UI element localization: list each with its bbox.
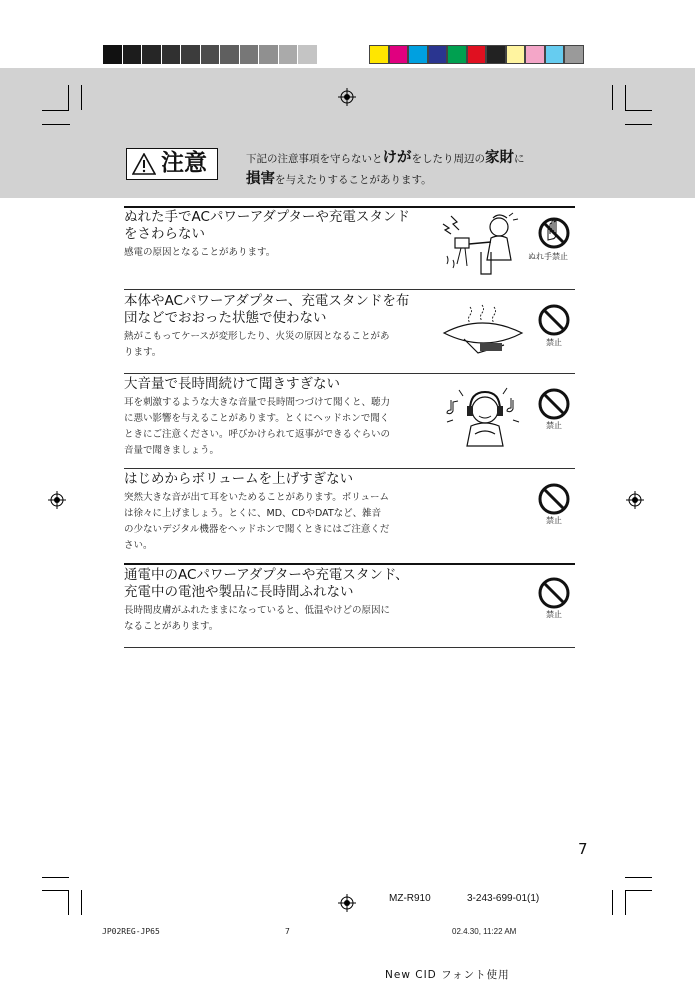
timestamp: 02.4.30, 11:22 AM [452,927,517,936]
section-body [124,490,424,554]
prohibition-label: ぬれ手禁止 [528,252,568,261]
registration-mark-icon [626,491,644,509]
crop-mark [612,85,613,110]
grayscale-calibration-strip [103,45,337,64]
crop-mark [68,85,69,110]
crop-mark [42,110,69,111]
color-swatch [467,45,487,64]
body-line: 耳を刺激するような大きな音量で長時間つづけて聞くと、聴力 [124,397,391,408]
gray-swatch [259,45,279,64]
intro-text: をしたり周辺の [411,153,485,165]
section-title: をさわらない [124,226,205,242]
section-title: ぬれた手でACパワーアダプターや充電スタンド [124,209,410,225]
gray-swatch [318,45,338,64]
section-body [124,395,424,459]
section-divider [124,468,575,469]
gray-swatch [162,45,182,64]
body-line: 長時間皮膚がふれたままになっていると、低温やけどの原因に [124,605,391,616]
gray-swatch [181,45,201,64]
gray-swatch [220,45,240,64]
color-swatch [428,45,448,64]
crop-mark [612,890,613,915]
color-swatch [506,45,526,64]
crop-mark [625,124,652,125]
color-swatch [369,45,389,64]
body-line: に悪い影響を与えることがあります。とくにヘッドホンで聞く [124,413,390,424]
gray-swatch [123,45,143,64]
model-name: MZ-R910 [389,893,431,904]
color-swatch [447,45,467,64]
section-divider [124,206,575,208]
body-line: なることがあります。 [124,621,219,632]
body-line: は徐々に上げましょう。とくに、MD、CDやDATなど、雑音 [124,508,382,519]
prohibition-label: 禁止 [546,610,562,619]
section-body: 感電の原因となることがあります。 [124,247,276,258]
crop-mark [81,890,82,915]
crop-mark [625,890,652,891]
caution-intro-line1 [246,146,525,167]
intro-text: を与えたりすることがあります。 [275,174,432,186]
color-swatch [389,45,409,64]
color-swatch [525,45,545,64]
wet-hands-illustration-icon [441,210,521,282]
body-line: の少ないデジタル機器をヘッドホンで聞くときにはご注意くだ [124,524,390,535]
intro-emphasis: 家財 [485,150,514,166]
gray-swatch [240,45,260,64]
part-number: 3-243-699-01(1) [467,893,540,904]
section-divider [124,289,575,290]
section-title: 団などでおおった状態で使わない [124,310,327,326]
crop-mark [42,877,69,878]
loud-headphones-illustration-icon [445,386,521,450]
warning-section [124,567,574,635]
section-title: 通電中のACパワーアダプターや充電スタンド、 [124,567,409,583]
gray-swatch [279,45,299,64]
section-title: 大音量で長時間続けて聞きすぎない [124,376,340,392]
crop-mark [68,890,69,915]
intro-text: に [514,153,525,165]
crop-mark [625,890,626,915]
prohibited-icon [537,303,571,337]
registration-mark-icon [338,894,356,912]
caution-intro-line2 [246,167,432,188]
registration-mark-icon [338,88,356,106]
gray-swatch [142,45,162,64]
crop-mark [42,124,70,125]
body-line: 音量で聞きましょう。 [124,445,220,456]
covered-device-illustration-icon [440,303,524,361]
section-title: はじめからボリュームを上げすぎない [124,471,354,487]
prohibited-icon [537,482,571,516]
color-swatch [408,45,428,64]
section-divider [124,563,575,565]
section-divider [124,647,575,648]
section-body [124,329,424,361]
body-line: ります。 [124,347,162,358]
crop-mark [81,85,82,110]
gray-swatch [103,45,123,64]
section-title: 本体やACパワーアダプター、充電スタンドを布 [124,293,410,309]
color-swatch [545,45,565,64]
crop-mark [625,877,652,878]
crop-mark [625,110,652,111]
section-body [124,603,424,635]
body-line: さい。 [124,540,153,551]
color-swatch [486,45,506,64]
prohibition-label: 禁止 [546,421,562,430]
color-calibration-strip [369,45,584,64]
footer-page: 7 [285,927,290,936]
warning-triangle-icon [132,153,156,175]
caution-badge [126,148,218,180]
page-number: 7 [578,840,588,858]
prohibition-label: 禁止 [546,516,562,525]
gray-swatch [201,45,221,64]
prohibited-icon [537,387,571,421]
color-swatch [564,45,584,64]
prohibition-label: 禁止 [546,338,562,347]
body-line: 熱がこもってケースが変形したり、火災の原因となることがあ [124,331,390,342]
crop-mark [625,85,626,110]
font-note: New CID フォント使用 [385,969,510,981]
section-divider [124,373,575,374]
section-title: 充電中の電池や製品に長時間ふれない [124,584,354,600]
intro-emphasis: 損害 [246,171,275,187]
gray-swatch [298,45,318,64]
crop-mark [42,890,69,891]
intro-emphasis: けが [382,150,412,166]
intro-text: 下記の注意事項を守らないと [246,153,383,165]
body-line: 突然大きな音が出て耳をいためることがあります。ボリューム [124,492,389,503]
body-line: ときにご注意ください。呼びかけられて返事ができるぐらいの [124,429,391,440]
warning-section [124,471,574,554]
registration-mark-icon [48,491,66,509]
wet-hands-prohibited-icon [537,216,571,250]
caution-title: 注意 [161,150,207,176]
file-name: JP02REG-JP65 [102,927,160,936]
prohibited-icon [537,576,571,610]
